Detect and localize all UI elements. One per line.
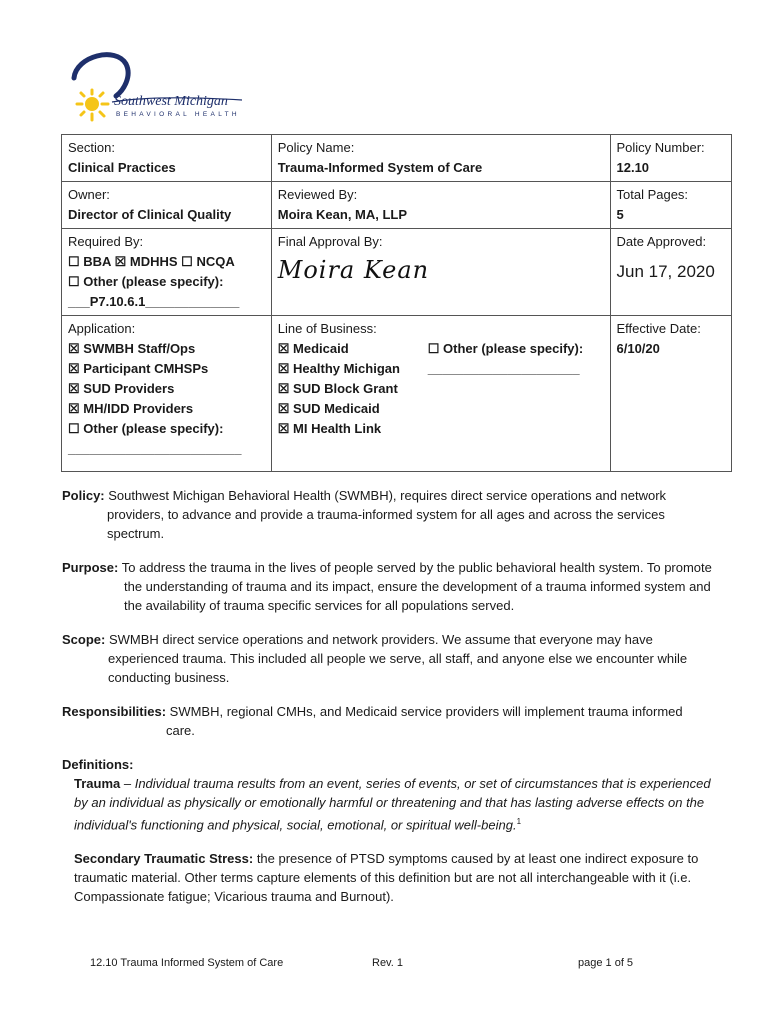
logo-name: Southwest Michigan [114, 94, 228, 109]
policy-body [62, 486, 712, 906]
final-approval-label: Final Approval By: [277, 234, 383, 249]
section-value: Clinical Practices [68, 160, 176, 175]
definitions-label: Definitions: [62, 757, 134, 772]
app-other-line: ________________________ [68, 441, 242, 456]
lob-item-label: Medicaid [293, 341, 349, 356]
app-item [68, 419, 265, 439]
sts-term: Secondary Traumatic Stress: [74, 851, 254, 867]
reviewed-label: Reviewed By: [277, 187, 358, 202]
application-cell [62, 316, 272, 472]
reviewed-cell [271, 182, 610, 229]
final-approval-cell [271, 229, 610, 316]
checkbox-checked-icon[interactable]: ☒ [277, 341, 290, 356]
lob-item [278, 339, 428, 359]
app-item-label: Participant CMHSPs [83, 361, 209, 376]
req-other-value: ___P7.10.6.1_____________ [68, 294, 240, 309]
required-by-cell [62, 229, 272, 316]
checkbox-checked-icon[interactable]: ☒ [277, 401, 290, 416]
lob-other-checkbox-icon[interactable]: ☐ [427, 341, 440, 356]
policy-name-value: Trauma-Informed System of Care [277, 160, 483, 175]
total-pages-value: 5 [616, 207, 624, 222]
date-approved-cell [610, 229, 732, 316]
purpose-section [62, 558, 712, 615]
app-item-label: SWMBH Staff/Ops [83, 341, 196, 356]
app-other-label: Other (please specify): [83, 421, 224, 436]
responsibilities-section [62, 702, 712, 740]
sts-text: the presence of PTSD symptoms caused by at least one indirect exposure to traumatic material. Other terms capture elements of this definition but are not all interchangeable with it (i.e. Compassionate fatigue; Vicarious trauma and Burnout). [74, 851, 699, 905]
owner-cell [62, 182, 272, 229]
footer-doc-title: 12.10 Trauma Informed System of Care [90, 957, 284, 969]
total-pages-label: Total Pages: [616, 187, 689, 202]
logo-subtitle: BEHAVIORAL HEALTH [116, 111, 240, 118]
checkbox-checked-icon[interactable]: ☒ [68, 381, 80, 396]
policy-name-cell [271, 135, 610, 182]
bba-checkbox-icon[interactable]: ☐ [68, 254, 80, 269]
owner-label: Owner: [68, 187, 110, 202]
checkbox-checked-icon[interactable]: ☒ [277, 361, 290, 376]
responsibilities-label: Responsibilities: [62, 704, 167, 719]
bba-label: BBA [83, 254, 111, 269]
ncqa-checkbox-icon[interactable]: ☐ [181, 254, 193, 269]
approval-signature: Moira Kean [277, 256, 430, 284]
checkbox-checked-icon[interactable]: ☒ [277, 421, 290, 436]
purpose-label: Purpose: [62, 560, 119, 575]
app-item-label: MH/IDD Providers [83, 401, 194, 416]
application-label: Application: [68, 321, 136, 336]
reviewed-value: Moira Kean, MA, LLP [277, 207, 408, 222]
checkbox-checked-icon[interactable]: ☒ [68, 341, 80, 356]
lob-label: Line of Business: [277, 321, 377, 336]
trauma-definition [62, 774, 712, 834]
lob-other-line: _____________________ [427, 361, 580, 376]
checkbox-checked-icon[interactable]: ☒ [277, 381, 290, 396]
lob-item [278, 359, 428, 379]
scope-section [62, 630, 712, 687]
trauma-dash: – [120, 776, 135, 791]
policy-text: Southwest Michigan Behavioral Health (SWMBH), requires direct service operations and network providers, to advance and provide a trauma-informed system for all ages and across the services spectrum. [107, 488, 667, 541]
app-item [68, 379, 265, 399]
mdhhs-label: MDHHS [129, 254, 178, 269]
lob-item-label: Healthy Michigan [293, 361, 400, 376]
ncqa-label: NCQA [196, 254, 235, 269]
app-item [68, 359, 265, 379]
lob-item [278, 379, 428, 399]
lob-item [278, 419, 428, 439]
lob-item-label: MI Health Link [293, 421, 382, 436]
checkbox-checked-icon[interactable]: ☒ [68, 361, 80, 376]
required-label: Required By: [68, 234, 144, 249]
footer-page-number: page 1 of 5 [578, 957, 634, 969]
sts-definition [62, 849, 712, 906]
trauma-text: Individual trauma results from an event, series of events, or set of circumstances that is experienced by an individual as physically or emotionally harmful or threatening and that has lasting adverse effects on the individual's functioning and physical, social, emotional, or spiritual well-being. [74, 776, 711, 833]
swmbh-logo [66, 50, 256, 130]
req-other-label: Other (please specify): [83, 274, 224, 289]
app-item [68, 399, 265, 419]
responsibilities-text: SWMBH, regional CMHs, and Medicaid service providers will implement trauma informed care. [166, 704, 683, 738]
date-approved-value: Jun 17, 2020 [616, 262, 715, 281]
scope-text: SWMBH direct service operations and network providers. We assume that everyone may have experienced trauma. This included all people we serve, all staff, and anyone else we encounter while conducting business. [108, 632, 688, 685]
effective-value: 6/10/20 [616, 341, 660, 356]
lob-item-label: SUD Block Grant [293, 381, 398, 396]
effective-date-cell [610, 316, 732, 472]
mdhhs-checkbox-icon[interactable]: ☒ [114, 254, 127, 269]
section-cell [62, 135, 272, 182]
scope-label: Scope: [62, 632, 106, 647]
policy-header-table [61, 134, 732, 472]
policy-number-label: Policy Number: [616, 140, 705, 155]
owner-value: Director of Clinical Quality [68, 207, 232, 222]
app-item-label: SUD Providers [83, 381, 175, 396]
policy-section [62, 486, 712, 543]
footer-revision: Rev. 1 [372, 957, 403, 969]
effective-label: Effective Date: [616, 321, 701, 336]
policy-number-value: 12.10 [616, 160, 650, 175]
req-other-checkbox-icon[interactable]: ☐ [68, 274, 80, 289]
checkbox-unchecked-icon[interactable]: ☐ [68, 421, 80, 436]
trauma-term: Trauma [74, 776, 121, 791]
policy-name-label: Policy Name: [277, 140, 355, 155]
lob-item-label: SUD Medicaid [293, 401, 380, 416]
line-of-business-cell [271, 316, 610, 472]
policy-number-cell [610, 135, 732, 182]
lob-other-label: Other (please specify): [443, 341, 584, 356]
date-approved-label: Date Approved: [616, 234, 707, 249]
definitions-section [62, 755, 712, 906]
checkbox-checked-icon[interactable]: ☒ [68, 401, 80, 416]
purpose-text: To address the trauma in the lives of people served by the public behavioral health system. To promote the understanding of trauma and its impact, ensure the development of a trauma informed system and the availability of trauma specific services for all populations served. [121, 560, 712, 613]
policy-label: Policy: [62, 488, 105, 503]
app-item [68, 339, 265, 359]
section-label: Section: [68, 140, 115, 155]
trauma-footnote: 1 [516, 817, 522, 826]
lob-item [278, 399, 428, 419]
total-pages-cell [610, 182, 732, 229]
